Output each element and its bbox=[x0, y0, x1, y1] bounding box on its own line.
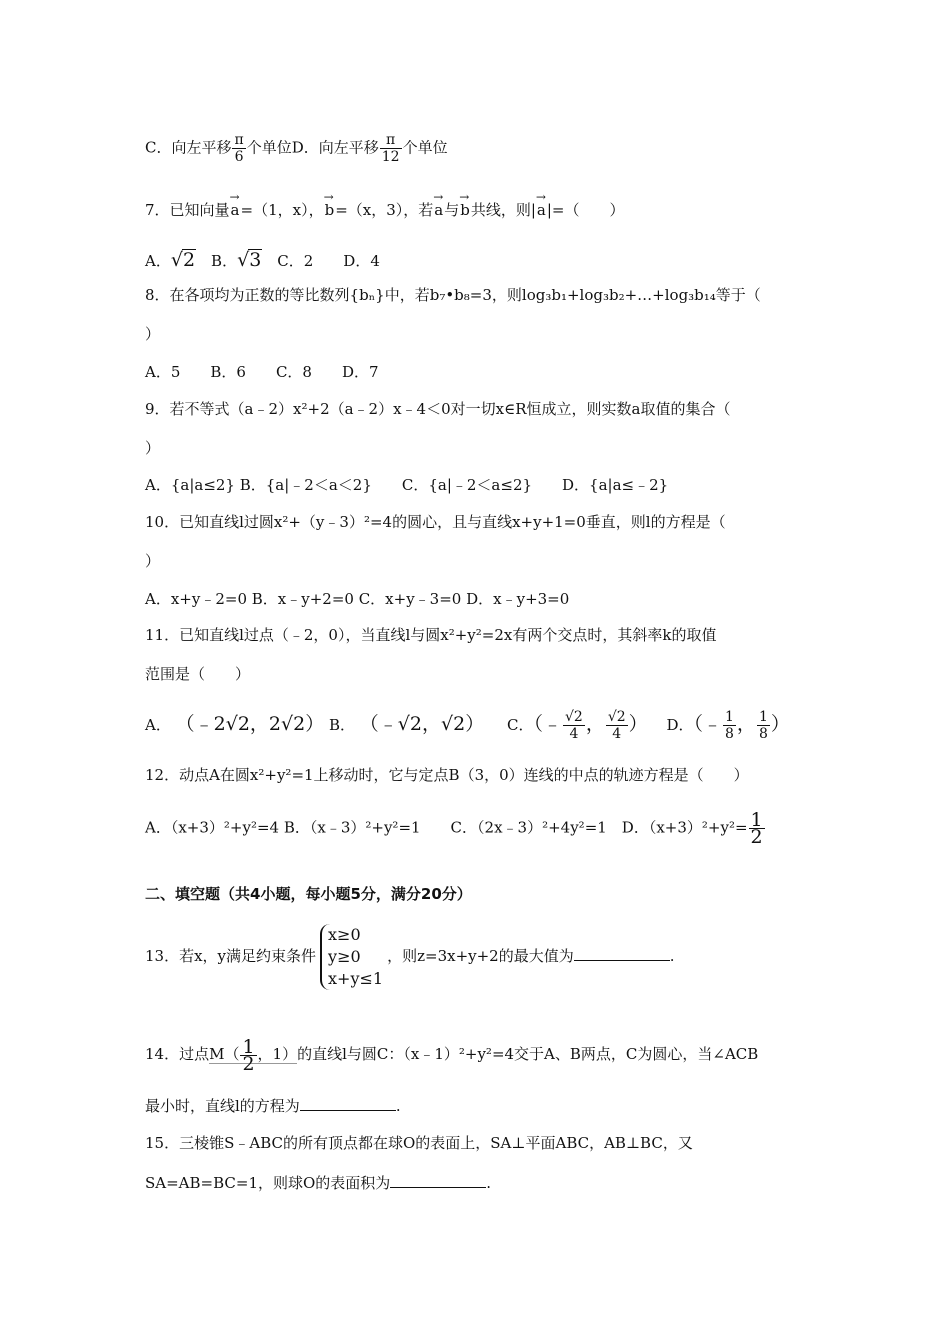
q12-option-d-fraction bbox=[749, 809, 765, 848]
point-m-label: M（ bbox=[209, 1045, 240, 1063]
q7-option-a-value: 2 bbox=[182, 249, 196, 271]
constraint-system bbox=[320, 924, 383, 990]
frac-denominator: 12 bbox=[381, 149, 400, 165]
q13-text: 13．若x，y满足约束条件 bbox=[145, 947, 317, 965]
q8-stem-tail: ） bbox=[145, 325, 161, 343]
q6-option-d-fraction bbox=[380, 132, 402, 165]
q9-stem-tail: ） bbox=[145, 439, 161, 457]
q7-option-cd: C．2 D．4 bbox=[262, 252, 380, 270]
point-m-fraction bbox=[240, 1035, 256, 1075]
frac-denominator: 2 bbox=[750, 826, 763, 848]
q11-option-b-value: （﹣√2，√2） bbox=[359, 713, 485, 735]
q11-option-c-value: （﹣ $\frac{√2}{4}$ ， $\frac{√2}{4}$ ） bbox=[533, 708, 648, 742]
frac-numerator: π bbox=[234, 132, 244, 148]
q6-option-c-prefix: C．向左平移 bbox=[145, 138, 232, 157]
q6-option-c-suffix: 个单位 bbox=[246, 138, 292, 157]
vector-a: → a bbox=[434, 200, 443, 220]
q8-options: A．5 B．6 C．8 D．7 bbox=[145, 363, 379, 381]
vector-a: → a bbox=[231, 200, 240, 220]
q7-option-b-label: B． bbox=[196, 252, 238, 270]
q11-option-a-value: （﹣2√2，2√2） bbox=[175, 713, 325, 735]
q6-option-d-suffix: 个单位 bbox=[402, 138, 448, 157]
q6-option-c-fraction bbox=[232, 132, 245, 165]
q11-option-c-label: C． bbox=[506, 716, 534, 734]
q11-stem-tail: 范围是（ ） bbox=[145, 665, 251, 683]
q12-stem: 12．动点A在圆x²+y²=1上移动时，它与定点B（3，0）连线的中点的轨迹方程是（ ） bbox=[145, 766, 749, 784]
q13-text: . bbox=[669, 947, 675, 965]
q13-text: ，则z=3x+y+2的最大值为 bbox=[387, 947, 574, 965]
answer-blank[interactable] bbox=[574, 946, 670, 961]
q11-option-d-value: （﹣ $\frac{1}{8}$ ， $\frac{1}{8}$ ） bbox=[693, 708, 790, 742]
sqrt-sign: √ bbox=[170, 249, 183, 271]
q7-option-b-value: 3 bbox=[249, 249, 262, 271]
frac-numerator: π bbox=[380, 132, 402, 149]
vector-b: → b bbox=[460, 200, 470, 220]
answer-blank[interactable] bbox=[390, 1173, 486, 1188]
q11-option-a-label: A． bbox=[145, 716, 171, 734]
constraint-1: x≥0 bbox=[328, 925, 361, 944]
q7-text: 共线，则| bbox=[470, 201, 536, 219]
q9-options: A．{a|a≤2} B．{a|﹣2＜a＜2} C．{a|﹣2＜a≤2} D．{a|a≤﹣2} bbox=[145, 476, 669, 494]
q11-options bbox=[145, 708, 790, 742]
frac-denominator: 6 bbox=[234, 149, 244, 165]
frac-numerator: 1 bbox=[750, 809, 763, 831]
q14-stem bbox=[145, 1035, 759, 1075]
q9-stem: 9．若不等式（a﹣2）x²+2（a﹣2）x﹣4＜0对一切x∈R恒成立，则实数a取值的集合（ bbox=[145, 400, 731, 418]
frac-numerator: 1 bbox=[242, 1035, 255, 1058]
q7-options bbox=[145, 249, 380, 271]
q15-text: . bbox=[486, 1174, 492, 1192]
q10-stem: 10．已知直线l过圆x²+（y﹣3）²=4的圆心，且与直线x+y+1=0垂直，则l的方程是（ bbox=[145, 513, 726, 531]
sqrt-sign: √ bbox=[237, 249, 250, 271]
q13-stem bbox=[145, 920, 675, 992]
frac-denominator: 2 bbox=[242, 1052, 255, 1075]
vector-b: → b bbox=[325, 200, 335, 220]
q7-stem bbox=[145, 200, 624, 220]
q14-stem-tail bbox=[145, 1096, 401, 1116]
q14-text: 的直线l与圆C：（x﹣1）²+y²=4交于A、B两点，C为圆心，当∠ACB bbox=[297, 1045, 759, 1063]
q6-option-d-prefix: D．向左平移 bbox=[291, 138, 379, 157]
q6-options-line bbox=[145, 132, 448, 165]
q15-stem-tail bbox=[145, 1173, 491, 1193]
q11-option-d-label: D． bbox=[666, 716, 694, 734]
constraint-3: x+y≤1 bbox=[328, 969, 384, 988]
q14-text: . bbox=[395, 1097, 401, 1115]
q7-option-a-label: A． bbox=[145, 252, 171, 270]
q7-text: |=（ ） bbox=[546, 201, 625, 219]
q11-option-b-label: B． bbox=[328, 716, 356, 734]
answer-blank[interactable] bbox=[300, 1096, 396, 1111]
q7-text: =（x，3），若 bbox=[335, 201, 434, 219]
q10-options: A．x+y﹣2=0 B．x﹣y+2=0 C．x+y﹣3=0 D．x﹣y+3=0 bbox=[145, 590, 570, 608]
point-m-tail: ，1） bbox=[257, 1045, 298, 1063]
q11-stem: 11．已知直线l过点（﹣2，0），当直线l与圆x²+y²=2x有两个交点时，其斜率k的取值 bbox=[145, 626, 717, 644]
section-heading: 二、填空题（共4小题，每小题5分，满分20分） bbox=[145, 885, 472, 903]
q7-text: 与 bbox=[444, 201, 460, 219]
q14-text: 14．过点 bbox=[145, 1045, 210, 1063]
q10-stem-tail: ） bbox=[145, 552, 161, 570]
q7-text: 7．已知向量 bbox=[145, 201, 230, 219]
q15-stem: 15．三棱锥S﹣ABC的所有顶点都在球O的表面上，SA⊥平面ABC，AB⊥BC，又 bbox=[145, 1134, 693, 1152]
point-m bbox=[209, 1035, 298, 1075]
vector-a: → a bbox=[537, 200, 546, 220]
q12-options bbox=[145, 809, 766, 848]
q8-stem: 8．在各项均为正数的等比数列{bₙ}中，若b₇•b₈=3，则log₃b₁+log₃b₂+…+log₃b₁₄等于（ bbox=[145, 286, 761, 304]
q7-text: =（1，x）， bbox=[240, 201, 324, 219]
q14-text: 最小时，直线l的方程为 bbox=[145, 1097, 300, 1115]
q12-options-text: A．（x+3）²+y²=4 B．（x﹣3）²+y²=1 C．（2x﹣3）²+4y²=1 D．（x+3）²+y²= bbox=[145, 818, 748, 837]
constraint-2: y≥0 bbox=[328, 947, 361, 966]
q15-text: SA=AB=BC=1，则球O的表面积为 bbox=[145, 1174, 391, 1192]
